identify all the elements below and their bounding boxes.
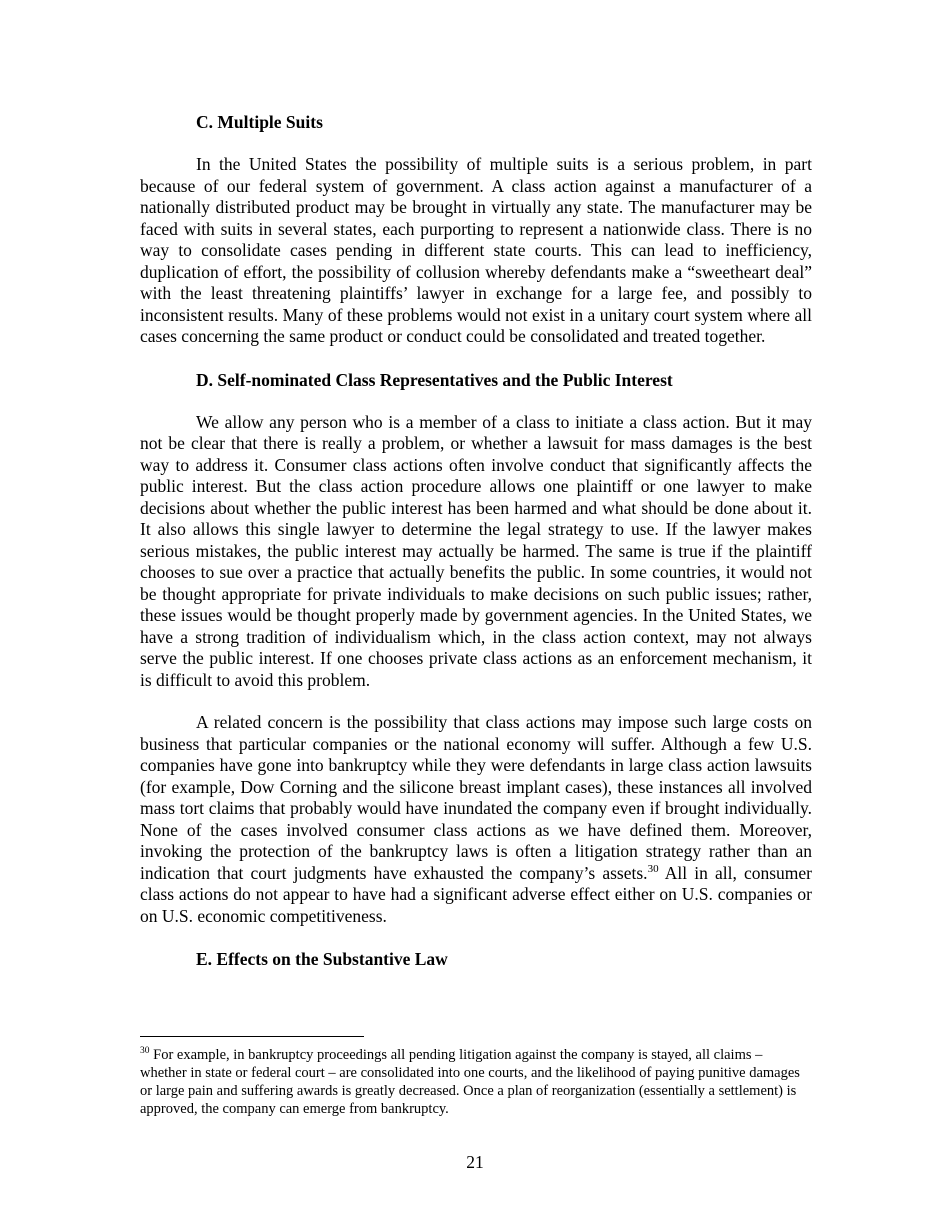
footnote-30 <box>140 1046 812 1118</box>
section-d-paragraph-2 <box>140 712 812 927</box>
section-d-heading: D. Self-nominated Class Representatives and the Public Interest <box>196 369 673 390</box>
page-number: 21 <box>466 1152 484 1172</box>
section-d-paragraph-1: We allow any person who is a member of a class to initiate a class action. But it may not be clear that there is really a problem, or whether a lawsuit for mass damages is the best way to address it. Consumer class actions often involve conduct that significantly affects the public interest. But the class action procedure allows one plaintiff or one lawyer to make decisions about whether the public interest has been harmed and what should be done about it. It also allows this single lawyer to determine the legal strategy to use. If the lawyer makes serious mistakes, the public interest may actually be harmed. The same is true if the plaintiff chooses to sue over a practice that actually benefits the public. In some countries, it would not be thought appropriate for private individuals to make decisions on such public issues; rather, these issues would be thought properly made by government agencies. In the United States, we have a strong tradition of individualism which, in the class action context, may not always serve the public interest. If one chooses private class actions as an enforcement mechanism, it is difficult to avoid this problem. <box>140 411 812 690</box>
footnote-number: 30 <box>140 1046 150 1057</box>
section-c-heading: C. Multiple Suits <box>196 112 323 132</box>
section-c-paragraph: In the United States the possibility of multiple suits is a serious problem, in part because of our federal system of government. A class action against a manufacturer of a nationally distributed product may be brought in virtually any state. The manufacturer may be faced with suits in several states, each purporting to represent a nationwide class. There is no way to consolidate cases pending in different state courts. This can lead to inefficiency, duplication of effort, the possibility of collusion whereby defendants make a “sweetheart deal” with the least threatening plaintiffs’ lawyer in exchange for a large fee, and possibly to inconsistent results. Many of these problems would not exist in a unitary court system where all cases concerning the same product or conduct could be consolidated and treated together. <box>140 154 812 346</box>
section-e-heading: E. Effects on the Substantive Law <box>196 949 448 969</box>
paragraph-text: A related concern is the possibility that class actions may impose such large costs on business that particular companies or the national economy will suffer. Although a few U.S. companies have gone into bankruptcy while they were defendants in large class action lawsuits (for example, Dow Corning and the silicone breast implant cases), these instances all involved mass tort claims that probably would have inundated the company even if brought individually. None of the cases involved consumer class actions as we have defined them. Moreover, invoking the protection of the bankruptcy laws is often a litigation strategy rather than an indication that court judgments have exhausted the company’s assets. <box>140 712 812 883</box>
footnote-divider <box>140 1036 364 1037</box>
paragraph-text: All in all, consumer class actions do not appear to have had a significant adverse effect either on U.S. companies or on U.S. economic competitiveness. <box>140 862 812 926</box>
body-content <box>140 110 812 971</box>
footnote-text: For example, in bankruptcy proceedings all pending litigation against the company is stayed, all claims – whether in state or federal court – are consolidated into one courts, and the likelihood of paying punitive damages or large pain and suffering awards is greatly decreased. Once a plan of reorganization (essentially a settlement) is approved, the company can emerge from bankruptcy. <box>140 1047 800 1117</box>
footnote-reference[interactable]: 30 <box>647 862 659 875</box>
